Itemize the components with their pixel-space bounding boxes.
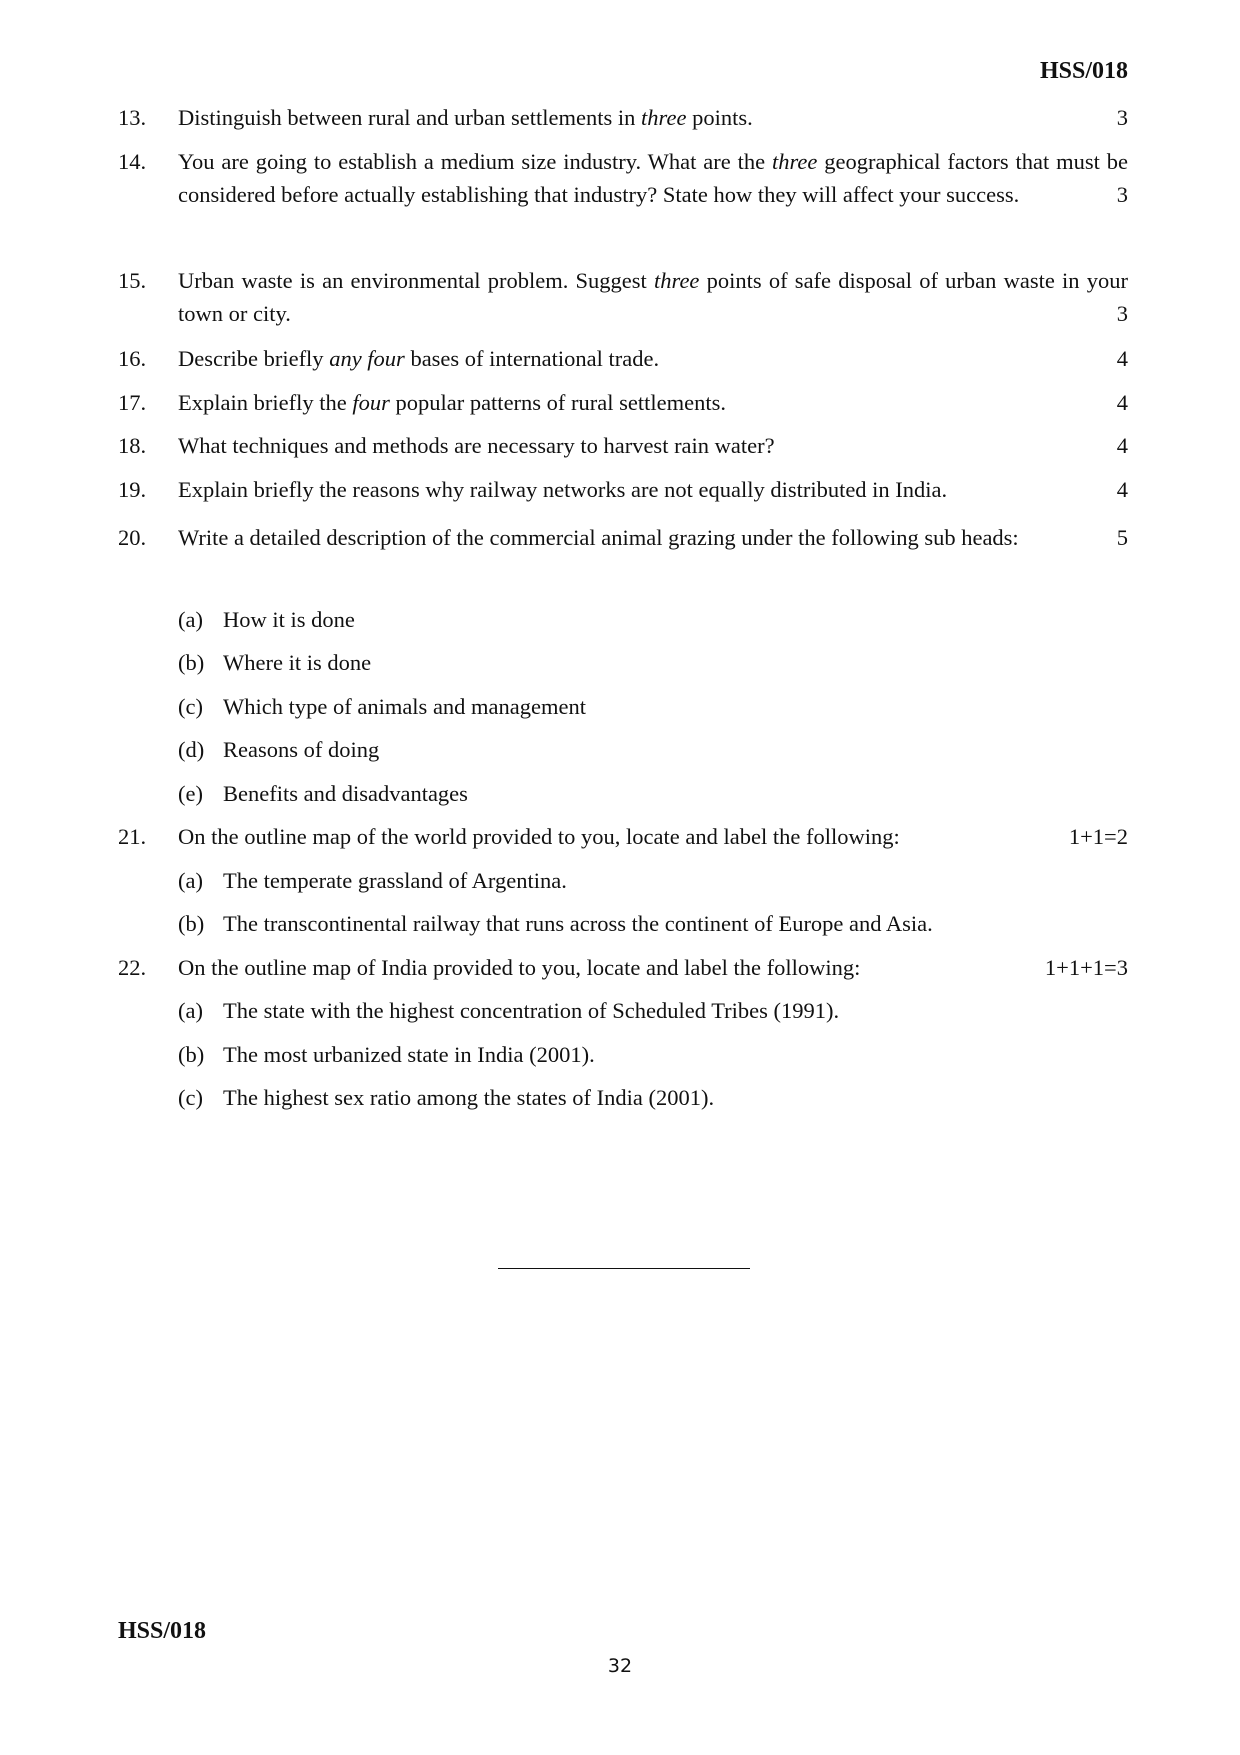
subitem-label: (e) bbox=[178, 781, 203, 806]
question-text-emphasis: three bbox=[772, 149, 818, 174]
subitem-text: Benefits and disadvantages bbox=[223, 781, 468, 806]
question-marks: 1+1=2 bbox=[1068, 824, 1128, 849]
subitem-20c bbox=[178, 690, 1128, 723]
question-marks: 4 bbox=[1116, 390, 1128, 415]
subitem-label: (a) bbox=[178, 868, 203, 893]
question-marks: 4 bbox=[1116, 433, 1128, 458]
question-marks: 3 bbox=[1116, 301, 1128, 326]
question-number: 16. bbox=[118, 346, 147, 371]
subitem-label: (a) bbox=[178, 998, 203, 1023]
end-of-paper-rule bbox=[498, 1268, 750, 1269]
subitem-label: (c) bbox=[178, 694, 203, 719]
subitem-text: The temperate grassland of Argentina. bbox=[223, 868, 567, 893]
question-number: 21. bbox=[118, 824, 147, 849]
question-number: 19. bbox=[118, 477, 147, 502]
subitem-text: The most urbanized state in India (2001). bbox=[223, 1042, 595, 1067]
question-number: 22. bbox=[118, 955, 147, 980]
question-13 bbox=[118, 101, 1128, 134]
subitem-22c bbox=[178, 1081, 1128, 1114]
question-text-emphasis: four bbox=[352, 390, 390, 415]
subitem-label: (b) bbox=[178, 911, 205, 936]
question-text-pre: What techniques and methods are necessary to harvest rain water? bbox=[178, 433, 775, 458]
question-15 bbox=[118, 264, 1128, 330]
subitem-label: (c) bbox=[178, 1085, 203, 1110]
question-19 bbox=[118, 473, 1128, 506]
subitem-label: (d) bbox=[178, 737, 205, 762]
footer-paper-code: HSS/018 bbox=[118, 1618, 207, 1644]
question-text-emphasis: any four bbox=[329, 346, 405, 371]
question-number: 20. bbox=[118, 525, 147, 550]
question-20 bbox=[118, 516, 1128, 559]
question-number: 18. bbox=[118, 433, 147, 458]
question-number: 14. bbox=[118, 149, 147, 174]
question-marks: 3 bbox=[1116, 105, 1128, 130]
subitem-label: (b) bbox=[178, 1042, 205, 1067]
question-text-pre: On the outline map of India provided to you, locate and label the following: bbox=[178, 955, 861, 980]
question-text-pre: On the outline map of the world provided to you, locate and label the following: bbox=[178, 824, 900, 849]
subitem-21b bbox=[178, 907, 1128, 940]
question-text-post: bases of international trade. bbox=[404, 346, 660, 371]
question-number: 15. bbox=[118, 268, 147, 293]
question-text-pre: Describe briefly bbox=[178, 346, 330, 371]
subitem-text: Where it is done bbox=[223, 650, 372, 675]
question-18 bbox=[118, 429, 1128, 462]
question-text-post: points of safe disposal of urban waste in your town or city. bbox=[178, 268, 1128, 326]
question-21 bbox=[118, 820, 1128, 853]
header-paper-code: HSS/018 bbox=[1039, 58, 1128, 84]
question-text-pre: Urban waste is an environmental problem. Suggest bbox=[178, 268, 655, 293]
question-number: 17. bbox=[118, 390, 147, 415]
subitem-text: Which type of animals and management bbox=[223, 694, 586, 719]
subitem-20b bbox=[178, 646, 1128, 679]
question-text-pre: Distinguish between rural and urban settlements in bbox=[178, 105, 642, 130]
subitem-22b bbox=[178, 1038, 1128, 1071]
subitem-text: The transcontinental railway that runs across the continent of Europe and Asia. bbox=[223, 911, 933, 936]
question-text-pre: Write a detailed description of the commercial animal grazing under the following sub heads: bbox=[178, 525, 1019, 550]
question-number: 13. bbox=[118, 105, 147, 130]
question-text-post: geographical factors that must be considered before actually establishing that industry? State how they will affect your success. bbox=[178, 149, 1128, 207]
question-marks: 5 bbox=[1116, 525, 1128, 550]
question-marks: 4 bbox=[1116, 346, 1128, 371]
question-marks: 1+1+1=3 bbox=[1044, 955, 1128, 980]
question-text-pre: Explain briefly the bbox=[178, 390, 353, 415]
question-text-emphasis: three bbox=[641, 105, 687, 130]
subitem-text: The state with the highest concentration of Scheduled Tribes (1991). bbox=[223, 998, 840, 1023]
subitem-20d bbox=[178, 733, 1128, 766]
question-text-emphasis: three bbox=[654, 268, 700, 293]
subitem-20a bbox=[178, 603, 1128, 636]
subitem-text: How it is done bbox=[223, 607, 355, 632]
question-17 bbox=[118, 386, 1128, 419]
question-text-pre: You are going to establish a medium size industry. What are the bbox=[178, 149, 772, 174]
subitem-label: (a) bbox=[178, 607, 203, 632]
question-marks: 4 bbox=[1116, 477, 1128, 502]
question-22 bbox=[118, 951, 1128, 984]
question-marks: 3 bbox=[1116, 182, 1128, 207]
question-text-pre: Explain briefly the reasons why railway networks are not equally distributed in India. bbox=[178, 477, 948, 502]
subitem-20e bbox=[178, 777, 1128, 810]
subitem-22a bbox=[178, 994, 1128, 1027]
subitem-21a bbox=[178, 864, 1128, 897]
question-text-post: popular patterns of rural settlements. bbox=[389, 390, 726, 415]
page-number: 32 bbox=[607, 1655, 633, 1677]
subitem-label: (b) bbox=[178, 650, 205, 675]
subitem-text: The highest sex ratio among the states of India (2001). bbox=[223, 1085, 715, 1110]
question-14 bbox=[118, 145, 1128, 211]
question-16 bbox=[118, 342, 1128, 375]
question-text-post: points. bbox=[686, 105, 753, 130]
subitem-text: Reasons of doing bbox=[223, 737, 380, 762]
